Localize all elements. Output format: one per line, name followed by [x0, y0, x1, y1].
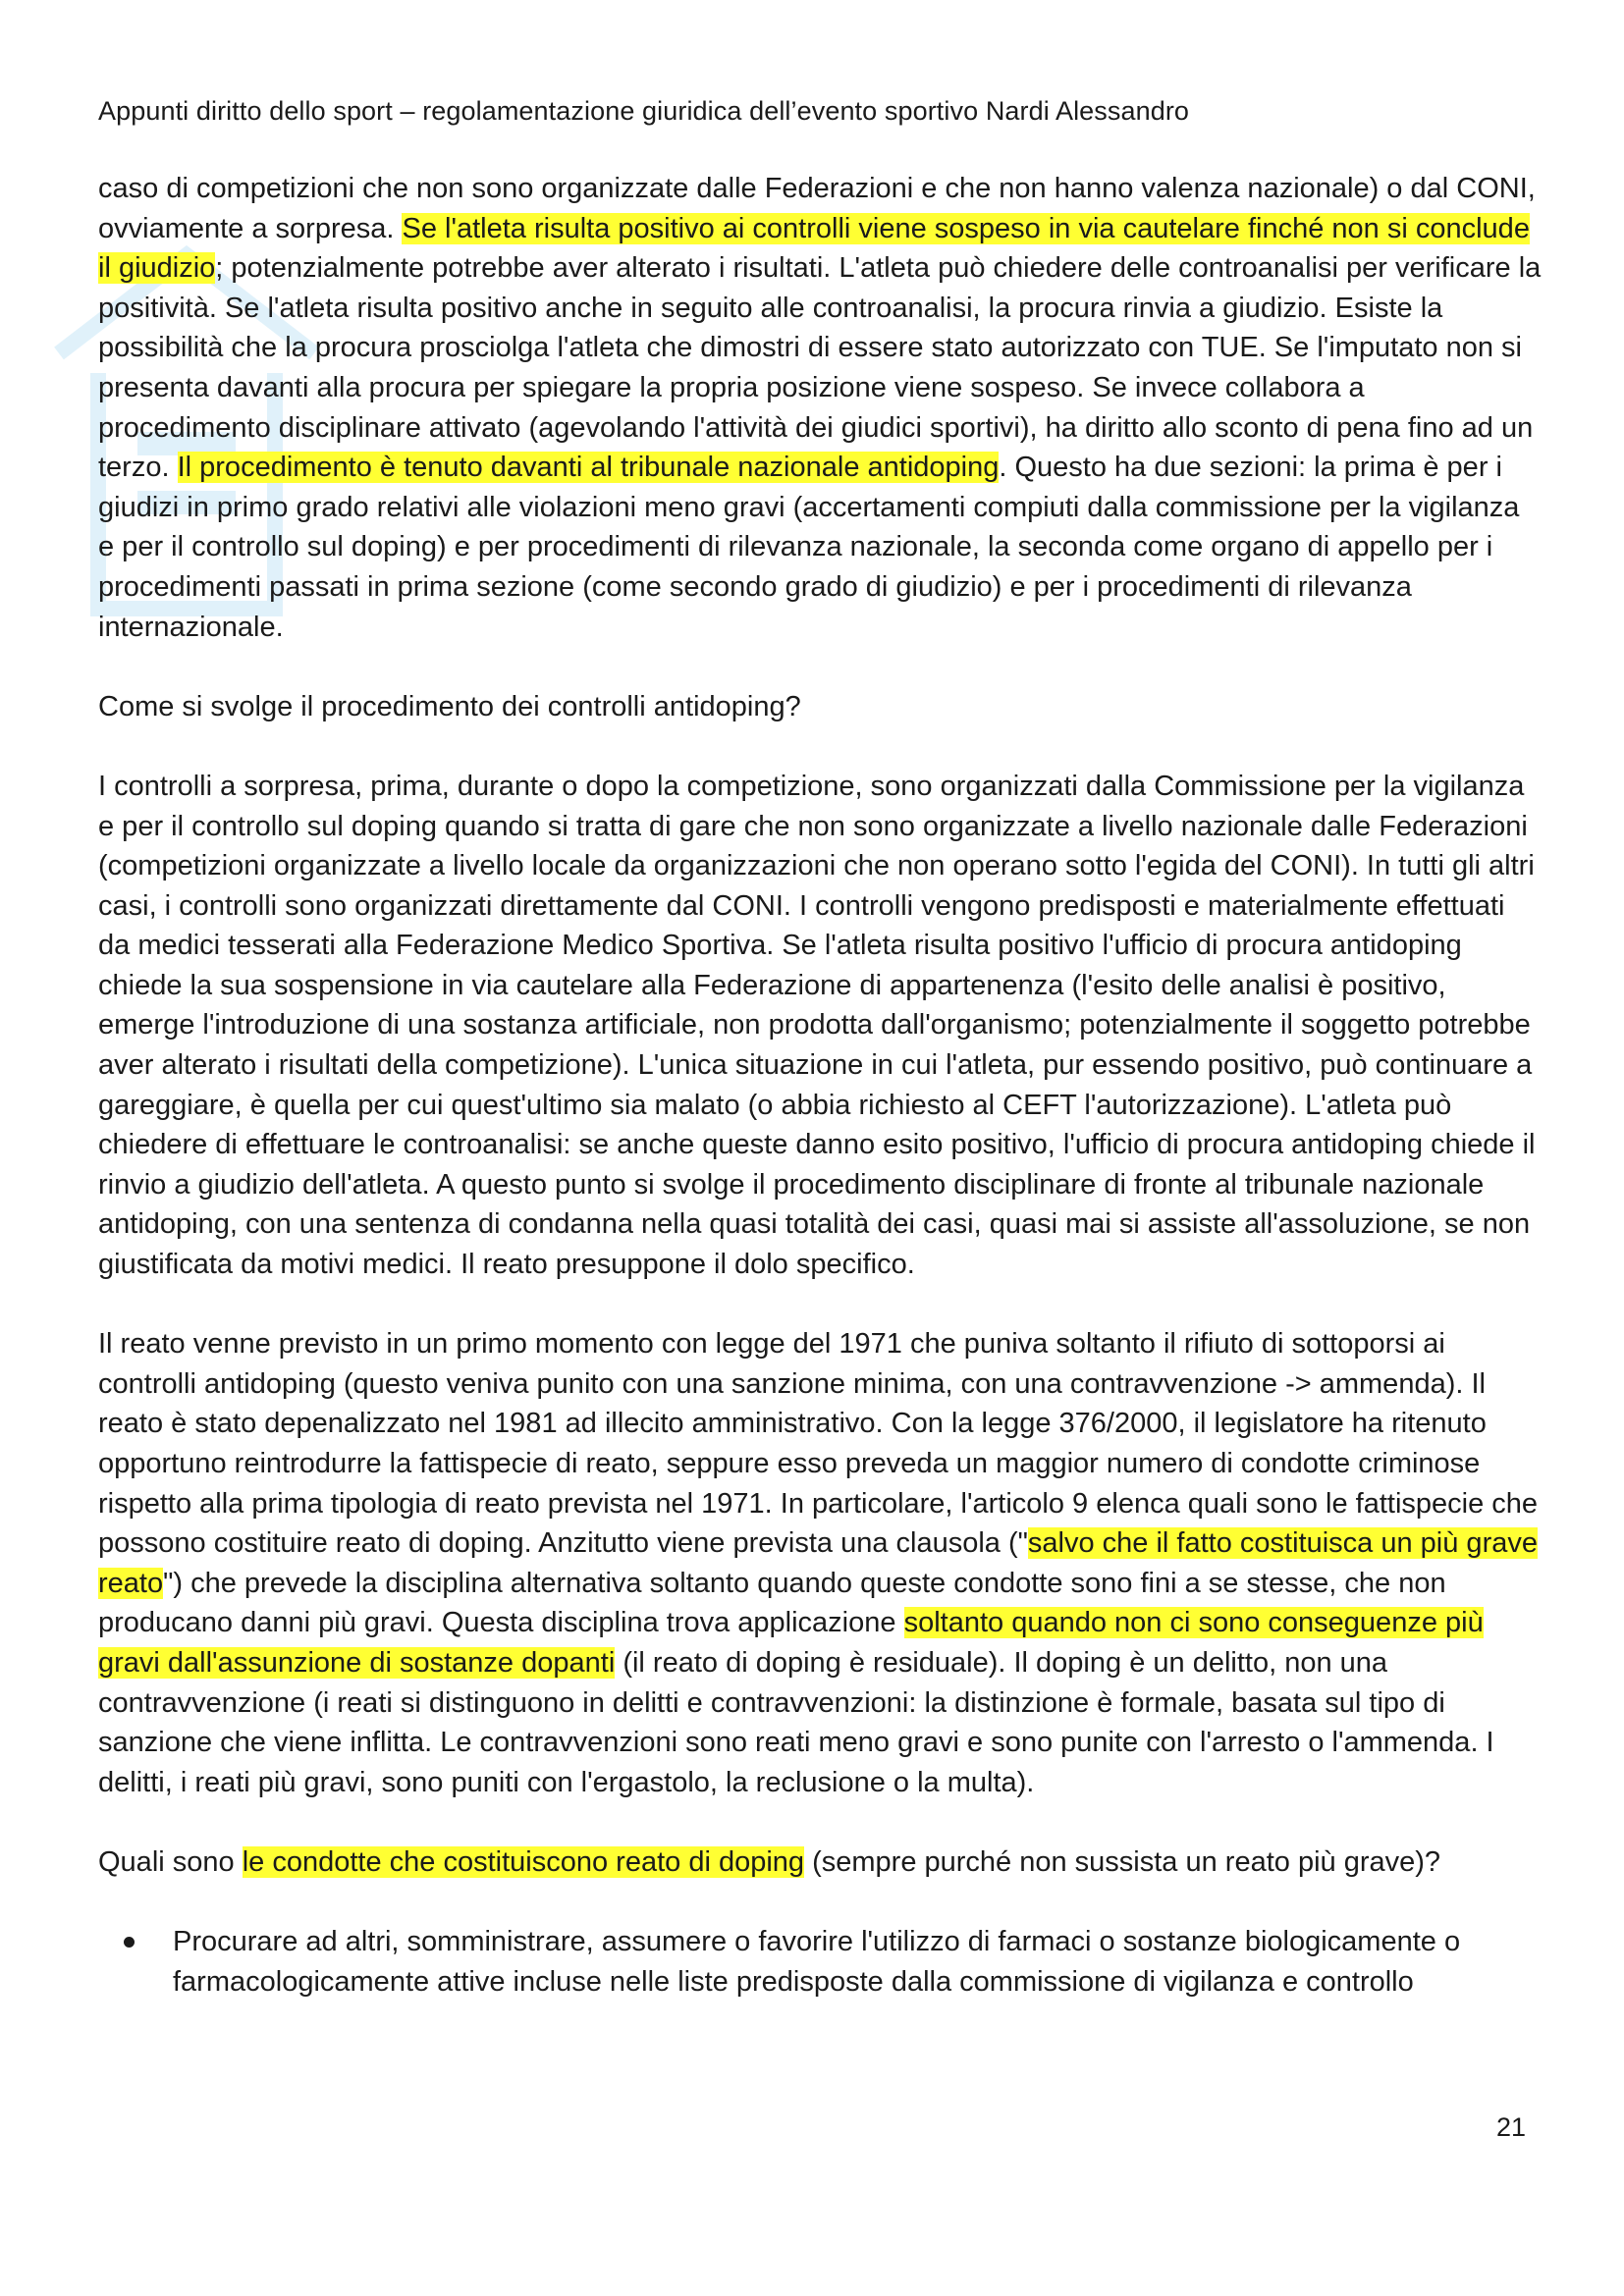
page-number: 21 — [1495, 2112, 1526, 2142]
highlighted-text: salvo che il fatto costituisca un più grave reato — [98, 1527, 1538, 1599]
text-run: Quali sono — [98, 1845, 243, 1878]
highlighted-text: le condotte che costituiscono reato di doping — [242, 1845, 805, 1878]
bullet-list — [98, 1922, 1542, 2002]
paragraph-question — [98, 1842, 1542, 1883]
page-header: Appunti diritto dello sport – regolamentazione giuridica dell’evento sportivo Nardi Alessandro — [98, 96, 1190, 126]
text-run: ") che prevede la disciplina alternativa soltanto quando queste condotte sono fini a se stesse, che non producano danni più gravi. Questa disciplina trova applicazione — [98, 1567, 1446, 1639]
document-body — [98, 169, 1542, 2002]
text-run: . Questo ha due sezioni: la prima è per i giudizi in primo grado relativi alle violazioni meno gravi (accertamenti compiuti dalla commissione per la vigilanza e per il controllo sul doping) e per procedimenti di rilevanza nazionale, la seconda come organo di appello per i procedimenti passati in prima sezione (come secondo grado di giudizio) e per i procedimenti di rilevanza internazionale. — [98, 452, 1520, 643]
bullet-icon — [124, 1937, 135, 1948]
paragraph — [98, 1324, 1542, 1802]
paragraph — [98, 767, 1542, 1285]
highlighted-text: Se l'atleta risulta positivo ai controlli viene sospeso in via cautelare finché non si conclude il giudizio — [98, 212, 1530, 285]
highlighted-text: Il procedimento è tenuto davanti al tribunale nazionale antidoping — [177, 452, 1000, 484]
text-run: Come si svolge il procedimento dei controlli antidoping? — [98, 690, 801, 722]
text-run: ; potenzialmente potrebbe aver alterato i risultati. L'atleta può chiedere delle controanalisi per verificare la positività. Se l'atleta risulta positivo anche in seguito alle controanalisi, la procura rinvia a giudizio. Esiste la possibilità che la procura prosciolga l'atleta che dimostri di essere stato autorizzato con TUE. Se l'imputato non si presenta davanti alla procura per spiegare la propria posizione viene sospeso. Se invece collabora a procedimento disciplinare attivato (agevolando l'attività dei giudici sportivi), ha diritto allo sconto di pena fino ad un terzo. — [98, 252, 1542, 484]
highlighted-text: soltanto quando non ci sono conseguenze più gravi dall'assunzione di sostanze dopanti — [98, 1607, 1484, 1679]
list-item — [98, 1922, 1542, 2002]
list-item-text: Procurare ad altri, somministrare, assumere o favorire l'utilizzo di farmaci o sostanze biologicamente o farmacologicamente attive incluse nelle liste predisposte dalla commissione di vigilanza e controllo — [173, 1926, 1461, 1998]
text-run: caso di competizioni che non sono organizzate dalle Federazioni e che non hanno valenza nazionale) o dal CONI, ovviamente a sorpresa. — [98, 173, 1536, 244]
text-run: (sempre purché non sussista un reato più grave)? — [804, 1845, 1441, 1878]
text-run: Il reato venne previsto in un primo momento con legge del 1971 che puniva soltanto il rifiuto di sottoporsi ai controlli antidoping (questo veniva punito con una sanzione minima, con una contravvenzione -> ammenda). Il reato è stato depenalizzato nel 1981 ad illecito amministrativo. Con la legge 376/2000, il legislatore ha ritenuto opportuno reintrodurre la fattispecie di reato, seppure esso preveda un maggior numero di condotte criminose rispetto alla prima tipologia di reato prevista nel 1971. In particolare, l'articolo 9 elenca quali sono le fattispecie che possono costituire reato di doping. Anzitutto viene prevista una clausola (" — [98, 1328, 1539, 1560]
text-run: (il reato di doping è residuale). Il doping è un delitto, non una contravvenzione (i reati si distinguono in delitti e contravvenzioni: la distinzione è formale, basata sul tipo di sanzione che viene inflitta. Le contravvenzioni sono reati meno gravi e sono punite con l'arresto o l'ammenda. I delitti, i reati più gravi, sono puniti con l'ergastolo, la reclusione o la multa). — [98, 1646, 1494, 1798]
paragraph — [98, 169, 1542, 647]
paragraph-question — [98, 687, 1542, 727]
text-run: I controlli a sorpresa, prima, durante o dopo la competizione, sono organizzati dalla Commissione per la vigilanza e per il controllo sul doping quando si tratta di gare che non sono organizzate a livello nazionale dalle Federazioni (competizioni organizzate a livello locale da organizzazioni che non operano sotto l'egida del CONI). In tutti gli altri casi, i controlli sono organizzati direttamente dal CONI. I controlli vengono predisposti e materialmente effettuati da medici tesserati alla Federazione Medico Sportiva. Se l'atleta risulta positivo l'ufficio di procura antidoping chiede la sua sospensione in via cautelare alla Federazione di appartenenza (l'esito delle analisi è positivo, emerge l'introduzione di una sostanza artificiale, non prodotta dall'organismo; potenzialmente il soggetto potrebbe aver alterato i risultati della competizione). L'unica situazione in cui l'atleta, pur essendo positivo, può continuare a gareggiare, è quella per cui quest'ultimo sia malato (o abbia richiesto al CEFT l'autorizzazione). L'atleta può chiedere di effettuare le controanalisi: se anche queste danno esito positivo, l'ufficio di procura antidoping chiede il rinvio a giudizio dell'atleta. A questo punto si svolge il procedimento disciplinare di fronte al tribunale nazionale antidoping, con una sentenza di condanna nella quasi totalità dei casi, quasi mai si assiste all'assoluzione, se non giustificata da motivi medici. Il reato presuppone il dolo specifico. — [98, 770, 1536, 1281]
